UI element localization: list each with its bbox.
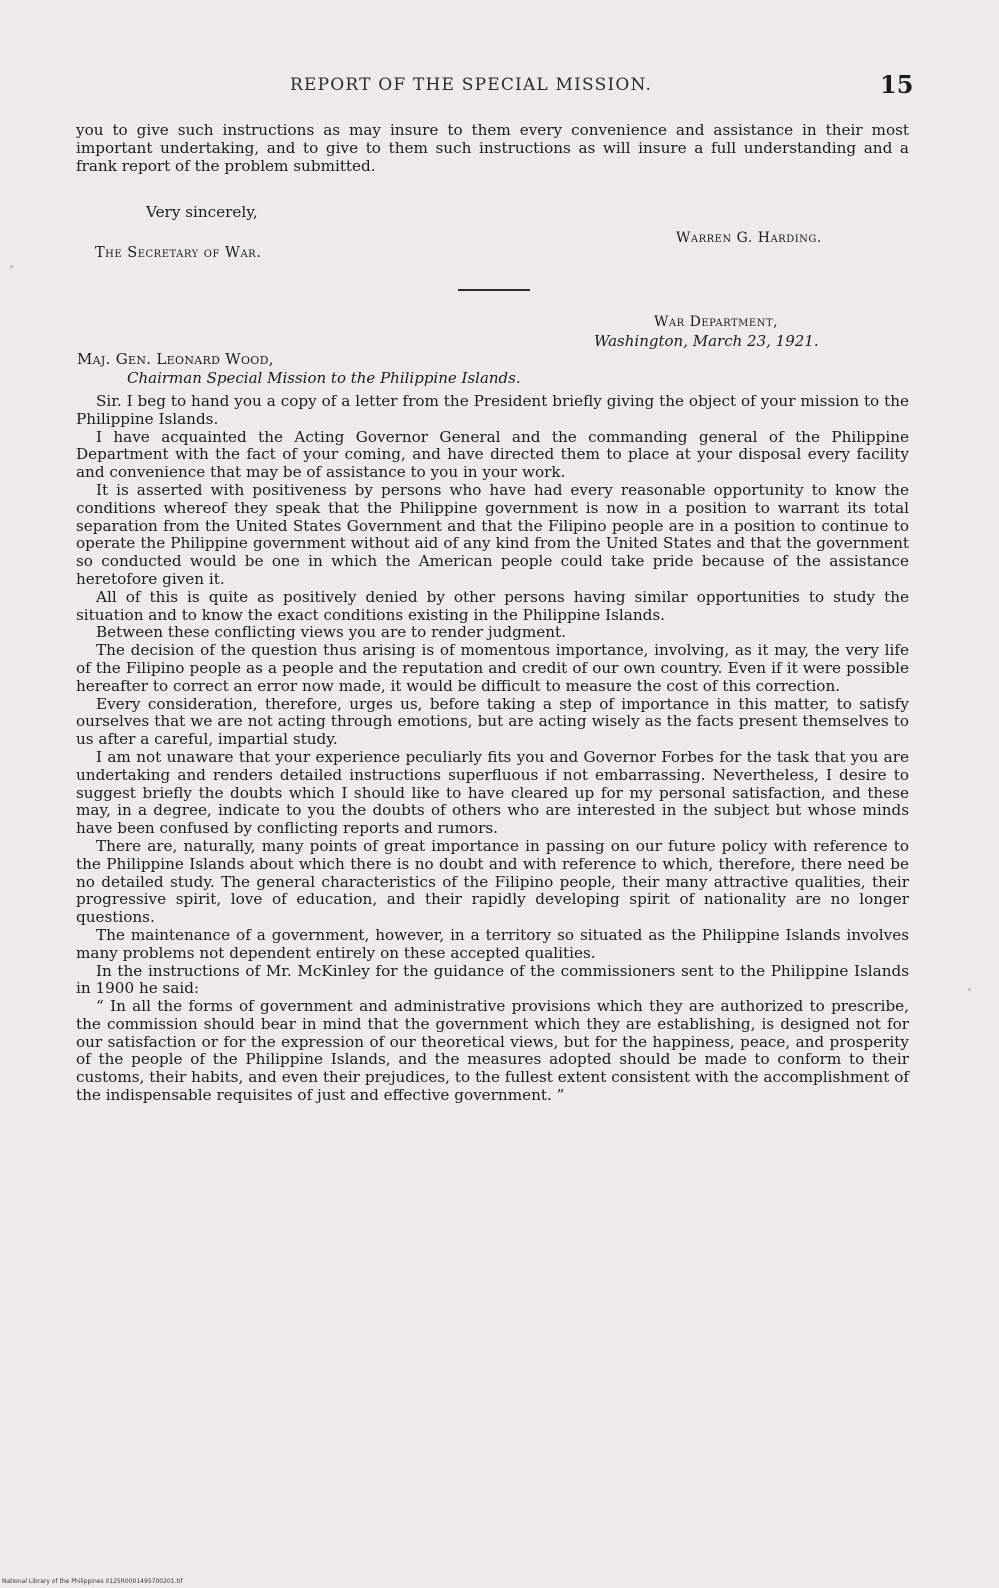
letter2-body: [76, 393, 909, 1105]
letter2-paragraph: Sir. I beg to hand you a copy of a letter from the President briefly giving the object of your mission to the Philippine Islands.: [76, 392, 909, 428]
letter1-body: [76, 122, 909, 175]
scan-credit: National Library of the Philippines 0125R0001495700201.tif: [2, 1578, 183, 1585]
letter1-paragraph: you to give such instructions as may insure to them every convenience and assistance in their most important undertaking, and to give to them such instructions as will insure a full understanding and a frank report of the problem submitted.: [76, 121, 909, 175]
letter2-paragraph: I have acquainted the Acting Governor General and the commanding general of the Philippine Department with the fact of your coming, and have directed them to place at your disposal every facility and convenience that may be of assistance to you in your work.: [76, 427, 909, 482]
letter2-paragraph: Between these conflicting views you are to render judgment.: [96, 623, 566, 642]
page-number: 15: [880, 70, 914, 99]
letter2-paragraph: I am not unaware that your experience peculiarly fits you and Governor Forbes for the task that you are undertaking and renders detailed instructions superfluous if not embarrassing. Nevertheless, I desire to suggest briefly the doubts which I should like to have cleared up for my personal satisfaction, and these may, in a degree, indicate to you the doubts of others who are interested in the subject but whose minds have been confused by conflicting reports and rumors.: [76, 747, 909, 838]
letter2-paragraph: In the instructions of Mr. McKinley for the guidance of the commissioners sent to the Philippine Islands in 1900 he said:: [76, 961, 909, 998]
letter2-paragraph: The decision of the question thus arising is of momentous importance, involving, as it may, the very life of the Filipino people as a people and the reputation and credit of our own country. Even if it were possible hereafter to correct an error now made, it would be difficult to measure the cost of this correction.: [76, 641, 909, 695]
letter2-date: Washington, March 23, 1921.: [594, 332, 819, 350]
letter2-addressee: Maj. Gen. Leonard Wood,: [77, 350, 274, 368]
letter2-quotation: “ In all the forms of government and administrative provisions which they are authorized to prescribe, the commission should bear in mind that the government which they are establishing, is designed not for our satisfaction or for the expression of our theoretical views, but for the happiness, peace, and prosperity of the people of the Philippine Islands, and the measures adopted should be made to conform to their customs, their habits, and even their prejudices, to the fullest extent consistent with the accomplishment of the indispensable requisites of just and effective government. ”: [76, 997, 909, 1105]
scan-speck: [968, 988, 971, 991]
letter1-signature: Warren G. Harding.: [676, 230, 822, 246]
letter2-paragraph: Every consideration, therefore, urges us, before taking a step of importance in this matter, to satisfy ourselves that we are not acting through emotions, but are acting wisely as the facts present themselves to us after a careful, impartial study.: [76, 694, 909, 749]
letter2-department: War Department,: [654, 314, 779, 330]
letter1-addressee: The Secretary of War.: [95, 245, 262, 261]
letter2-paragraph: It is asserted with positiveness by persons who have had every reasonable opportunity to know the conditions whereof they speak that the Philippine government is now in a position to warrant its total separation from the United States Government and that the Filipino people are in a position to continue to operate the Philippine government without aid of any kind from the United States and that the government so conducted would be one in which the American people could take pride because of the assistance heretofore given it.: [76, 480, 909, 588]
letter2-paragraph: There are, naturally, many points of great importance in passing on our future policy with reference to the Philippine Islands about which there is no doubt and with reference to which, therefore, there need be no detailed study. The general characteristics of the Filipino people, their many attractive qualities, their progressive spirit, love of education, and their rapidly developing spirit of nationality are no longer questions.: [76, 836, 909, 927]
running-title: REPORT OF THE SPECIAL MISSION.: [290, 75, 653, 95]
section-divider: [458, 289, 530, 291]
letter2-paragraph: The maintenance of a government, however, in a territory so situated as the Philippine Islands involves many problems not dependent entirely on these accepted qualities.: [76, 925, 909, 962]
running-head: [0, 72, 999, 98]
letter1-closing: Very sincerely,: [146, 203, 258, 221]
letter2-addressee-title: Chairman Special Mission to the Philippine Islands.: [127, 369, 521, 387]
letter2-paragraph: All of this is quite as positively denied by other persons having similar opportunities to study the situation and to know the exact conditions existing in the Philippine Islands.: [76, 587, 909, 624]
scan-speck: [10, 265, 13, 268]
